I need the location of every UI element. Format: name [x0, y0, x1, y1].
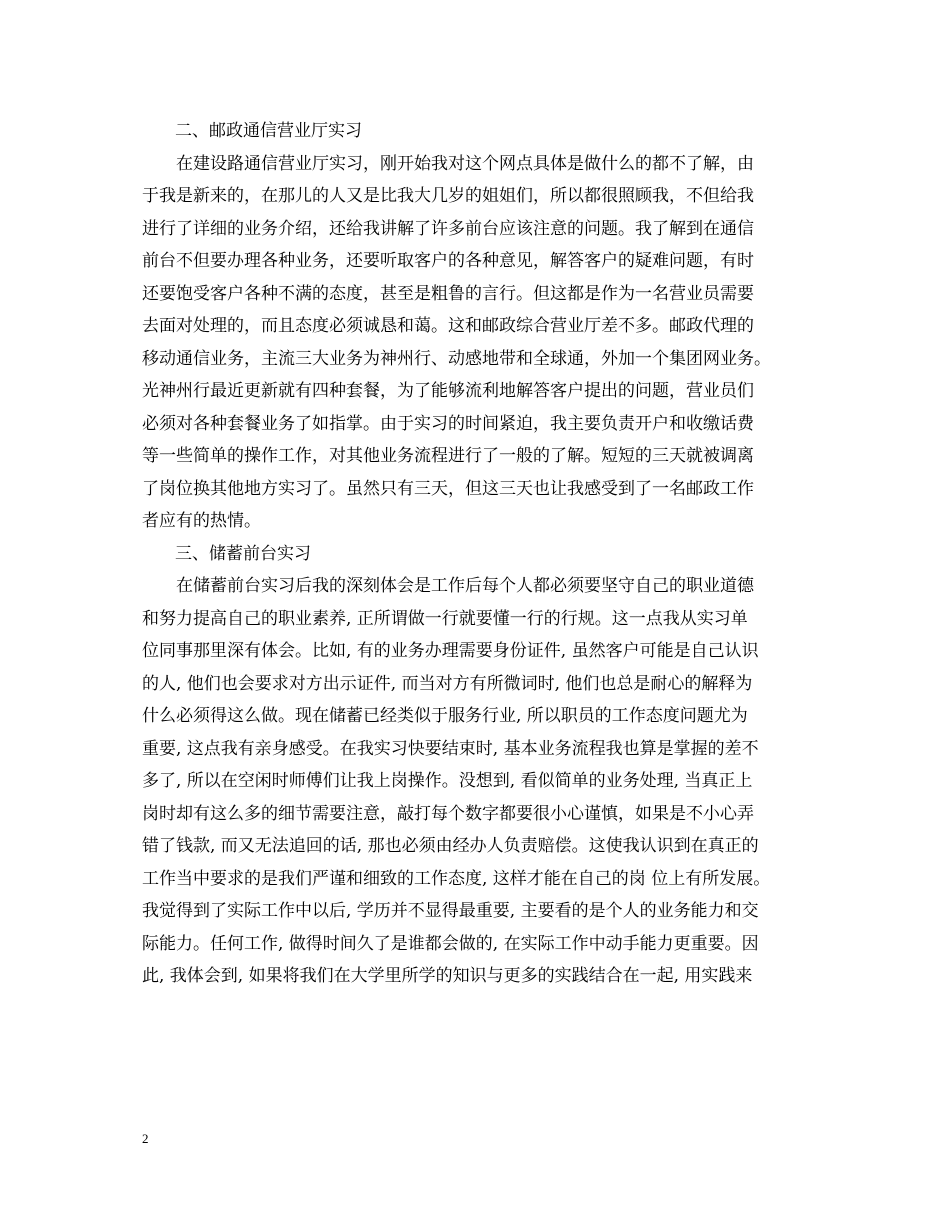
paragraph-line: 错了钱款, 而又无法追回的话, 那也必须由经办人负责赔偿。这使我认识到在真正的 [142, 836, 759, 856]
paragraph-line: 了岗位换其他地方实习了。虽然只有三天，但这三天也让我感受到了一名邮政工作 [142, 478, 754, 499]
paragraph-line: 于我是新来的，在那儿的人又是比我大几岁的姐姐们，所以都很照顾我，不但给我 [142, 186, 754, 206]
section-heading: 三、储蓄前台实习 [175, 543, 311, 564]
paragraph-line: 际能力。任何工作, 做得时间久了是谁都会做的, 在实际工作中动手能力更重要。因 [142, 933, 759, 954]
document-body [142, 115, 812, 993]
paragraph-line: 等一些简单的操作工作，对其他业务流程进行了一般的了解。短短的三天就被调离 [142, 446, 754, 466]
paragraph-line: 的人, 他们也会要求对方出示证件, 而当对方有所微词时, 他们也总是耐心的解释为 [142, 673, 753, 694]
paragraph-line: 移动通信业务，主流三大业务为神州行、动感地带和全球通，外加一个集团网业务。 [142, 348, 771, 369]
paragraph-line: 重要, 这点我有亲身感受。在我实习快要结束时, 基本业务流程我也算是掌握的差不 [142, 738, 759, 759]
paragraph-line: 和努力提高自己的职业素养, 正所谓做一行就要懂一行的行规。这一点我从实习单 [142, 608, 748, 629]
paragraph-line: 去面对处理的，而且态度必须诚恳和蔼。这和邮政综合营业厅差不多。邮政代理的 [142, 316, 754, 336]
paragraph-line: 进行了详细的业务介绍，还给我讲解了许多前台应该注意的问题。我了解到在通信 [142, 218, 754, 239]
paragraph-line: 位同事那里深有体会。比如, 有的业务办理需要身份证件, 虽然客户可能是自己认识 [142, 641, 759, 661]
paragraph-line: 前台不但要办理各种业务，还要听取客户的各种意见，解答客户的疑难问题，有时 [142, 251, 754, 271]
paragraph-line: 者应有的热情。 [142, 511, 261, 531]
paragraph-line: 光神州行最近更新就有四种套餐，为了能够流利地解答客户提出的问题，营业员们 [142, 381, 754, 401]
paragraph-line: 还要饱受客户各种不满的态度，甚至是粗鲁的言行。但这都是作为一名营业员需要 [142, 283, 754, 304]
paragraph-line: 必须对各种套餐业务了如指掌。由于实习的时间紧迫，我主要负责开户和收缴话费 [142, 413, 754, 434]
paragraph-line: 此, 我体会到, 如果将我们在大学里所学的知识与更多的实践结合在一起, 用实践来 [142, 966, 753, 986]
paragraph-line: 我觉得到了实际工作中以后, 学历并不显得最重要, 主要看的是个人的业务能力和交 [142, 901, 759, 921]
page-number: 2 [142, 1131, 149, 1146]
paragraph-line: 多了, 所以在空闲时师傅们让我上岗操作。没想到, 看似简单的业务处理, 当真正上 [142, 771, 753, 791]
paragraph-line: 岗时却有这么多的细节需要注意，敲打每个数字都要很小心谨慎，如果是不小心弄 [142, 803, 754, 824]
paragraph-line: 在建设路通信营业厅实习，刚开始我对这个网点具体是做什么的都不了解，由 [176, 153, 754, 174]
section-heading: 二、邮政通信营业厅实习 [175, 121, 362, 141]
paragraph-line: 什么必须得这么做。现在储蓄已经类似于服务行业, 所以职员的工作态度问题尤为 [142, 706, 748, 726]
paragraph-line: 工作当中要求的是我们严谨和细致的工作态度, 这样才能在自己的岗 位上有所发展。 [142, 868, 771, 889]
paragraph-line: 在储蓄前台实习后我的深刻体会是工作后每个人都必须要坚守自己的职业道德 [176, 576, 754, 596]
